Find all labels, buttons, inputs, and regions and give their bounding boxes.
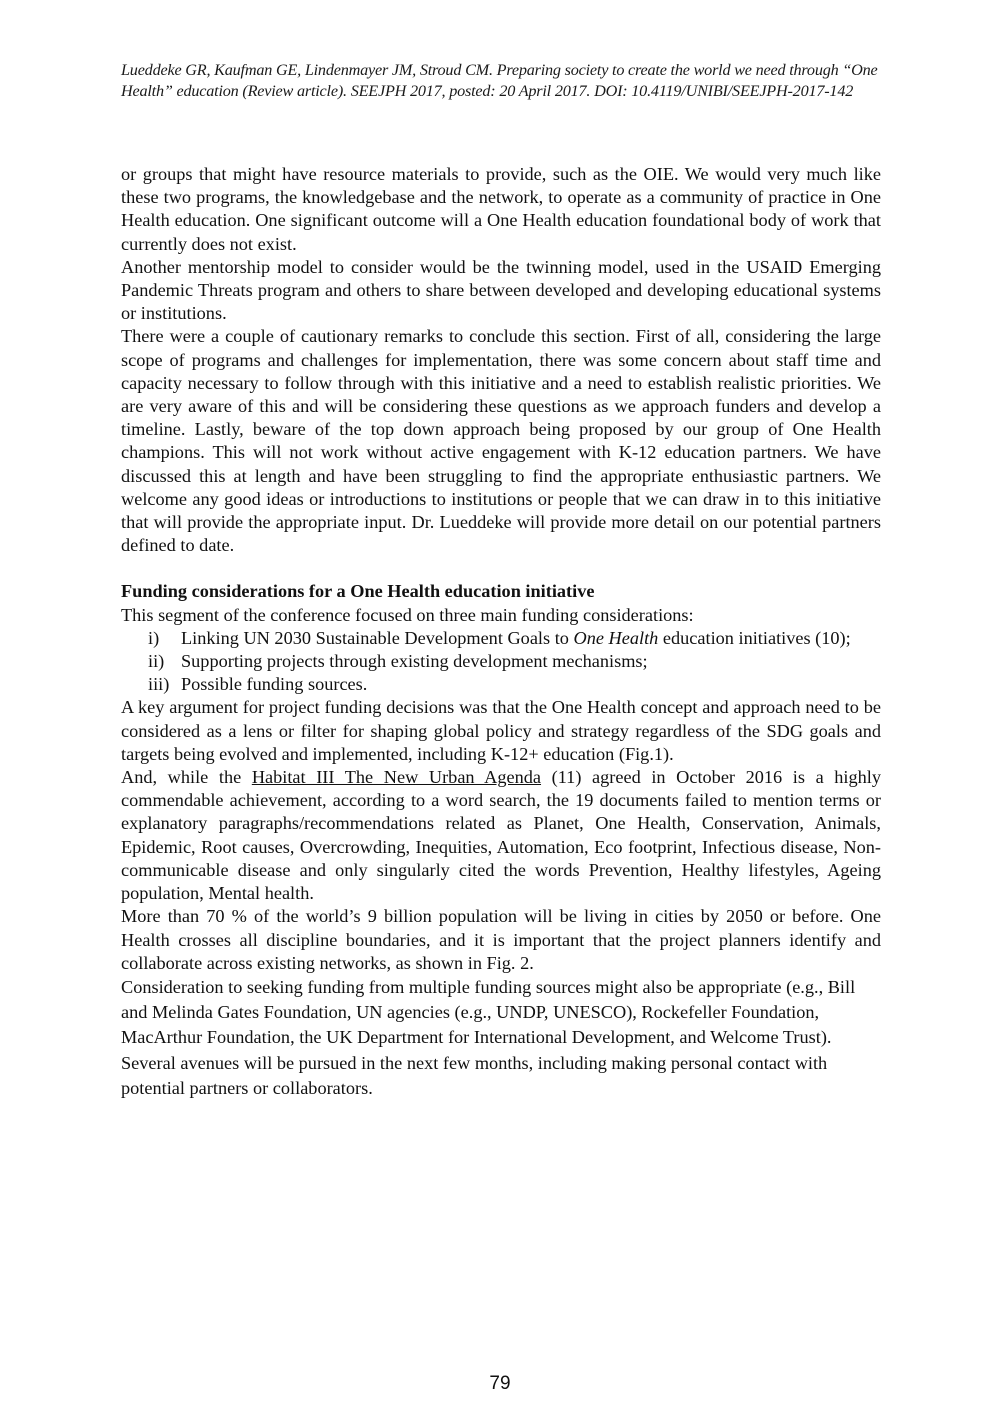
list-item-text: Supporting projects through existing development mechanisms; [181,651,648,672]
paragraph-text-part: And, while the [121,767,252,788]
funding-considerations-list [121,627,881,697]
list-item [148,673,881,696]
paragraph-key-argument: A key argument for project funding decisions was that the One Health concept and approach need to be considered as a lens or filter for shaping global policy and strategy regardless of the SDG goals and targets being evolved and implemented, including K-12+ education (Fig.1). [121,697,881,764]
list-item-emphasis: One Health [573,627,659,648]
paragraph-oie-knowledgebase: or groups that might have resource materials to provide, such as the OIE. We would very much like these two programs, the knowledgebase and the network, to operate as a community of practice in One Health education. One significant outcome will a One Health education foundational body of work that currently does not exist. [121,164,881,254]
paragraph-urban-population: More than 70 % of the world’s 9 billion population will be living in cities by 2050 or before. One Health crosses all discipline boundaries, and it is important that the project planners identify and collaborate across existing networks, as shown in Fig. 2. [121,906,881,973]
section-heading-funding: Funding considerations for a One Health education initiative [121,581,595,602]
list-item-text-part: Linking UN 2030 Sustainable Development Goals to [181,627,574,648]
list-item-text-part: education initiatives (10); [658,627,851,648]
list-item [148,627,881,650]
list-item-number: iii) [148,674,170,695]
page-number: 79 [489,1373,511,1394]
paragraph-funding-sources: Consideration to seeking funding from multiple funding sources might also be appropriate (e.g., Bill and Melinda Gates Foundation, UN agencies (e.g., UNDP, UNESCO), Rockefeller Foundation, MacArthur Foundation, the UK Department for International Development, and Welcome Trust). Several avenues will be pursued in the next few months, including making personal contact with potential partners or collaborators. [121,976,856,1098]
paragraph-text-part: (11) agreed in October 2016 is a highly commendable achievement, according to a word search, the 19 documents failed to mention terms or explanatory paragraphs/recommendations related as Planet, One Health, Conservation, Animals, Epidemic, Root causes, Overcrowding, Inequities, Automation, Eco footprint, Infectious disease, Non-communicable disease and only singularly cited the words Prevention, Healthy lifestyles, Ageing population, Mental health. [121,767,882,904]
list-item-text [181,627,881,650]
running-header-citation: Lueddeke GR, Kaufman GE, Lindenmayer JM, Stroud CM. Preparing society to create the world we need through “One Health” education (Review article). SEEJPH 2017, posted: 20 April 2017. DOI: 10.4119/UNIBI/SEEJPH-2017-142 [121,61,878,100]
list-item-number: ii) [148,651,165,672]
paragraph-habitat-iii [121,766,881,905]
article-body [121,163,881,1101]
paragraph-cautionary-remarks: There were a couple of cautionary remarks to conclude this section. First of all, considering the large scope of programs and challenges for implementation, there was some concern about staff time and capacity necessary to follow through with this initiative and a need to establish realistic priorities. We are very aware of this and will be considering these questions as we approach funders and develop a timeline. Lastly, beware of the top down approach being proposed by our group of One Health champions. This will not work without active engagement with K-12 education partners. We have discussed this at length and have been struggling to find the appropriate enthusiastic partners. We welcome any good ideas or introductions to institutions or people that we can draw in to this initiative that will provide the appropriate input. Dr. Lueddeke will provide more detail on our potential partners defined to date. [121,326,881,556]
list-item-number: i) [148,627,160,648]
list-item [148,650,881,673]
list-item-text: Possible funding sources. [181,674,368,695]
paragraph-twinning-model: Another mentorship model to consider would be the twinning model, used in the USAID Emerging Pandemic Threats program and others to share between developed and developing educational systems or institutions. [121,256,881,324]
paragraph-funding-intro: This segment of the conference focused on three main funding considerations: [121,604,694,625]
habitat-iii-link[interactable]: Habitat III The New Urban Agenda [251,767,542,788]
